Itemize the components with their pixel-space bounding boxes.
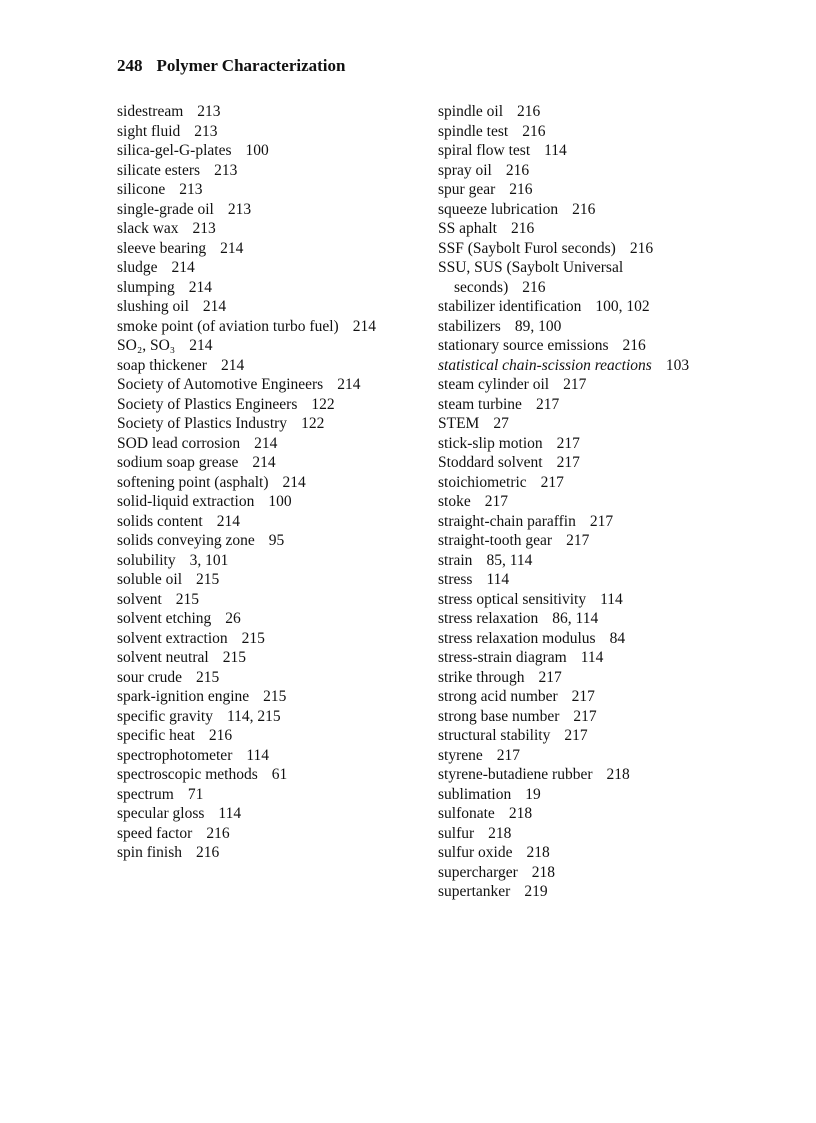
index-page-refs: 218	[526, 844, 550, 861]
index-term: Society of Plastics Engineers	[117, 395, 298, 413]
index-page-refs: 218	[606, 766, 630, 783]
index-page-refs: 213	[179, 181, 203, 198]
index-page-refs: 216	[509, 181, 533, 198]
index-page-refs: 214	[188, 278, 212, 296]
index-entry	[117, 453, 417, 473]
index-entry	[117, 239, 417, 259]
index-entry	[117, 765, 417, 785]
index-page-refs: 84	[609, 629, 626, 647]
index-entry	[438, 765, 708, 785]
index-term: softening point (asphalt)	[117, 473, 269, 491]
index-entry	[438, 843, 708, 863]
index-entry	[117, 102, 417, 122]
index-page-refs: 103	[665, 356, 690, 374]
index-term: statistical chain-scission reactions	[438, 356, 652, 374]
index-term: soap thickener	[117, 356, 207, 374]
index-term: sidestream	[117, 103, 184, 120]
index-term: speed factor	[117, 824, 193, 842]
index-term: solvent neutral	[117, 649, 209, 666]
index-entry	[438, 161, 708, 181]
index-term: sleeve bearing	[117, 239, 207, 257]
index-entry	[438, 570, 708, 590]
index-term: stationary source emissions	[438, 337, 609, 354]
index-entry	[438, 200, 708, 220]
index-term: strain	[438, 551, 473, 569]
index-page-refs: 217	[484, 493, 508, 510]
index-page-refs: 216	[208, 727, 233, 744]
index-column-left	[117, 102, 417, 863]
index-term: slushing oil	[117, 298, 189, 315]
index-entry	[438, 785, 708, 805]
index-page-refs: 86, 114	[552, 610, 599, 627]
index-term: STEM	[438, 415, 480, 432]
index-term: solids content	[117, 512, 203, 530]
index-term: soluble oil	[117, 571, 183, 588]
index-page-refs: 216	[505, 161, 530, 179]
index-entry	[117, 629, 417, 649]
index-term: SOD lead corrosion	[117, 434, 241, 452]
index-entry	[438, 804, 708, 824]
index-entry	[438, 707, 708, 727]
index-entry	[438, 609, 708, 629]
index-entry	[117, 414, 417, 434]
index-term: spindle test	[438, 122, 509, 140]
index-entry	[117, 434, 417, 454]
index-term: sight fluid	[117, 122, 181, 140]
index-page-refs: 217	[563, 376, 587, 393]
index-entry	[438, 551, 708, 571]
index-entry	[438, 122, 708, 142]
index-page-refs: 217	[566, 532, 590, 549]
index-term: Society of Plastics Industry	[117, 415, 288, 432]
index-term: single-grade oil	[117, 200, 214, 218]
index-page-refs: 213	[214, 161, 238, 179]
index-entry	[438, 317, 708, 337]
index-page-refs: 216	[522, 122, 546, 140]
index-entry	[438, 414, 708, 434]
index-term: solid-liquid extraction	[117, 493, 255, 510]
index-term: smoke point (of aviation turbo fuel)	[117, 317, 339, 335]
index-page-refs: 26	[225, 610, 241, 627]
index-page-refs: 216	[206, 824, 230, 842]
index-term: sulfur	[438, 824, 475, 842]
index-term: SSU, SUS (Saybolt Universal seconds)	[438, 259, 624, 296]
index-entry	[117, 804, 417, 824]
index-entry	[438, 531, 708, 551]
index-entry	[117, 687, 417, 707]
index-entry	[117, 200, 417, 220]
index-page-refs: 215	[175, 590, 200, 608]
index-term: spiral flow test	[438, 142, 531, 159]
index-entry	[117, 219, 417, 239]
index-page-refs: 214	[220, 356, 245, 374]
index-page-refs: 213	[194, 122, 218, 140]
index-page-refs: 3, 101	[189, 551, 229, 569]
index-page-refs: 214	[252, 454, 276, 471]
index-page-refs: 214	[171, 259, 195, 276]
index-entry	[117, 707, 417, 727]
index-term: SS aphalt	[438, 220, 497, 237]
index-page-refs: 214	[202, 298, 227, 315]
index-page-refs: 214	[282, 473, 306, 491]
index-page-refs: 216	[511, 220, 535, 237]
index-entry	[117, 843, 417, 863]
index-page-refs: 114	[486, 571, 510, 588]
index-page-refs: 114	[600, 590, 623, 608]
index-entry	[117, 726, 417, 746]
index-term: specular gloss	[117, 805, 205, 822]
index-page-refs: 216	[629, 239, 654, 257]
index-term: strike through	[438, 668, 525, 686]
index-term: strong base number	[438, 707, 560, 725]
index-entry	[438, 336, 708, 356]
index-entry	[117, 746, 417, 766]
index-page-refs: 216	[196, 844, 220, 861]
index-entry	[117, 180, 417, 200]
index-term: styrene	[438, 746, 483, 764]
index-page-refs: 216	[522, 278, 546, 296]
index-page-refs: 214	[352, 317, 376, 335]
index-term: steam turbine	[438, 395, 522, 413]
index-term: supercharger	[438, 863, 518, 881]
index-page-refs: 95	[268, 532, 285, 549]
index-term: spindle oil	[438, 103, 504, 120]
index-page-refs: 100	[245, 142, 269, 159]
index-entry	[438, 512, 708, 532]
index-term: sodium soap grease	[117, 454, 239, 471]
index-term: stress relaxation modulus	[438, 629, 596, 647]
index-page-refs: 218	[531, 863, 556, 881]
index-entry	[117, 356, 417, 376]
index-term: supertanker	[438, 883, 511, 900]
index-entry	[438, 141, 708, 161]
index-entry	[438, 746, 708, 766]
index-page-refs: 114	[246, 746, 270, 764]
index-entry	[438, 453, 708, 473]
index-entry	[117, 590, 417, 610]
index-page-refs: 89, 100	[514, 317, 562, 335]
index-term: SO₂, SO₃	[117, 337, 176, 354]
index-page-refs: 114	[580, 649, 604, 666]
index-entry	[438, 726, 708, 746]
index-entry	[438, 356, 708, 376]
index-page-refs: 217	[538, 668, 562, 686]
index-page-refs: 215	[222, 649, 246, 666]
index-term: straight-chain paraffin	[438, 512, 576, 530]
index-page-refs: 216	[622, 337, 646, 354]
index-entry	[117, 278, 417, 298]
index-entry	[438, 590, 708, 610]
index-term: squeeze lubrication	[438, 200, 559, 218]
index-page-refs: 214	[189, 337, 213, 354]
index-entry	[438, 258, 708, 297]
index-page-refs: 214	[254, 434, 278, 452]
index-page-refs: 214	[216, 512, 240, 530]
index-term: solvent	[117, 590, 162, 608]
index-page-refs: 100	[268, 493, 292, 510]
index-term: specific gravity	[117, 707, 213, 725]
index-page-refs: 217	[571, 688, 595, 705]
index-page-refs: 216	[572, 200, 596, 218]
index-term: stabilizer identification	[438, 298, 582, 315]
index-entry	[117, 609, 417, 629]
index-term: solubility	[117, 551, 176, 569]
index-entry	[438, 882, 708, 902]
index-entry	[117, 512, 417, 532]
index-entry	[438, 648, 708, 668]
book-title: Polymer Characterization	[156, 56, 346, 75]
index-page-refs: 216	[517, 103, 541, 120]
index-term: solids conveying zone	[117, 532, 255, 549]
index-term: stress relaxation	[438, 610, 539, 627]
index-entry	[117, 317, 417, 337]
index-entry	[117, 161, 417, 181]
index-entry	[438, 102, 708, 122]
index-term: stoke	[438, 493, 471, 510]
index-entry	[117, 336, 417, 356]
index-entry	[117, 531, 417, 551]
index-entry	[117, 570, 417, 590]
index-page-refs: 61	[271, 766, 288, 783]
index-column-right	[438, 102, 708, 902]
index-term: spray oil	[438, 161, 492, 179]
index-entry	[117, 551, 417, 571]
index-page-refs: 217	[556, 434, 580, 452]
index-term: Stoddard solvent	[438, 454, 543, 471]
index-page-refs: 114	[544, 142, 567, 159]
index-entry	[117, 668, 417, 688]
index-page-refs: 114	[218, 805, 242, 822]
index-entry	[438, 824, 708, 844]
index-page-refs: 71	[187, 785, 204, 803]
index-term: sludge	[117, 259, 158, 276]
index-entry	[117, 297, 417, 317]
index-page-refs: 217	[589, 512, 614, 530]
index-term: strong acid number	[438, 688, 558, 705]
index-page-refs: 100, 102	[595, 298, 650, 315]
index-term: structural stability	[438, 727, 551, 744]
index-entry	[117, 395, 417, 415]
index-page-refs: 122	[311, 395, 335, 413]
index-term: spark-ignition engine	[117, 688, 250, 705]
index-entry	[117, 122, 417, 142]
index-entry	[438, 395, 708, 415]
index-entry	[438, 668, 708, 688]
index-term: silicate esters	[117, 161, 201, 179]
index-page-refs: 217	[496, 746, 521, 764]
index-entry	[117, 473, 417, 493]
index-entry	[438, 863, 708, 883]
index-entry	[117, 785, 417, 805]
index-term: slumping	[117, 278, 175, 296]
index-term: stabilizers	[438, 317, 501, 335]
index-page-refs: 217	[535, 395, 560, 413]
index-page-refs: 27	[493, 415, 509, 432]
index-term: spur gear	[438, 181, 496, 198]
index-page-refs: 214	[220, 239, 244, 257]
index-entry	[438, 239, 708, 259]
index-term: stick-slip motion	[438, 434, 543, 452]
index-term: stoichiometric	[438, 473, 527, 491]
index-page-refs: 219	[524, 883, 548, 900]
index-term: spectrophotometer	[117, 746, 233, 764]
index-page-refs: 215	[263, 688, 287, 705]
index-term: steam cylinder oil	[438, 376, 550, 393]
index-entry	[117, 492, 417, 512]
index-term: stress	[438, 571, 473, 588]
index-page-refs: 215	[196, 668, 220, 686]
index-entry	[438, 687, 708, 707]
index-entry	[117, 258, 417, 278]
index-page-refs: 217	[556, 454, 580, 471]
index-page-refs: 215	[241, 629, 265, 647]
index-term: stress-strain diagram	[438, 649, 567, 666]
index-entry	[438, 629, 708, 649]
index-term: sublimation	[438, 785, 512, 803]
index-entry	[117, 648, 417, 668]
index-term: sulfur oxide	[438, 844, 513, 861]
index-page-refs: 19	[525, 785, 541, 803]
index-term: stress optical sensitivity	[438, 590, 587, 608]
page-number: 248	[117, 56, 143, 75]
index-term: styrene-butadiene rubber	[438, 766, 593, 783]
index-page-refs: 217	[564, 727, 588, 744]
index-entry	[438, 180, 708, 200]
index-page-refs: 85, 114	[486, 551, 533, 569]
index-term: silicone	[117, 181, 166, 198]
index-term: Society of Automotive Engineers	[117, 376, 324, 393]
index-term: SSF (Saybolt Furol seconds)	[438, 239, 616, 257]
index-entry	[438, 434, 708, 454]
index-page-refs: 214	[337, 376, 361, 393]
index-page-refs: 213	[227, 200, 252, 218]
index-page-refs: 217	[573, 707, 597, 725]
index-term: spectrum	[117, 785, 174, 803]
index-term: spin finish	[117, 844, 183, 861]
index-term: solvent etching	[117, 610, 212, 627]
index-entry	[438, 297, 708, 317]
index-page-refs: 114, 215	[226, 707, 281, 725]
index-term: slack wax	[117, 220, 179, 237]
index-page-refs: 122	[301, 415, 325, 432]
index-entry	[117, 141, 417, 161]
index-term: solvent extraction	[117, 629, 228, 647]
index-entry	[438, 492, 708, 512]
running-head	[117, 56, 345, 76]
index-page-refs: 218	[488, 824, 512, 842]
index-page-refs: 215	[196, 571, 220, 588]
index-page-refs: 217	[540, 473, 564, 491]
index-term: spectroscopic methods	[117, 766, 258, 783]
index-term: sulfonate	[438, 805, 495, 822]
index-term: specific heat	[117, 727, 195, 744]
index-entry	[438, 219, 708, 239]
index-term: sour crude	[117, 668, 182, 686]
index-entry	[438, 473, 708, 493]
index-term: silica-gel-G-plates	[117, 142, 232, 159]
index-entry	[117, 824, 417, 844]
index-entry	[117, 375, 417, 395]
index-page-refs: 213	[197, 103, 221, 120]
index-term: straight-tooth gear	[438, 532, 553, 549]
index-page-refs: 213	[192, 220, 216, 237]
index-entry	[438, 375, 708, 395]
index-page-refs: 218	[508, 805, 533, 822]
